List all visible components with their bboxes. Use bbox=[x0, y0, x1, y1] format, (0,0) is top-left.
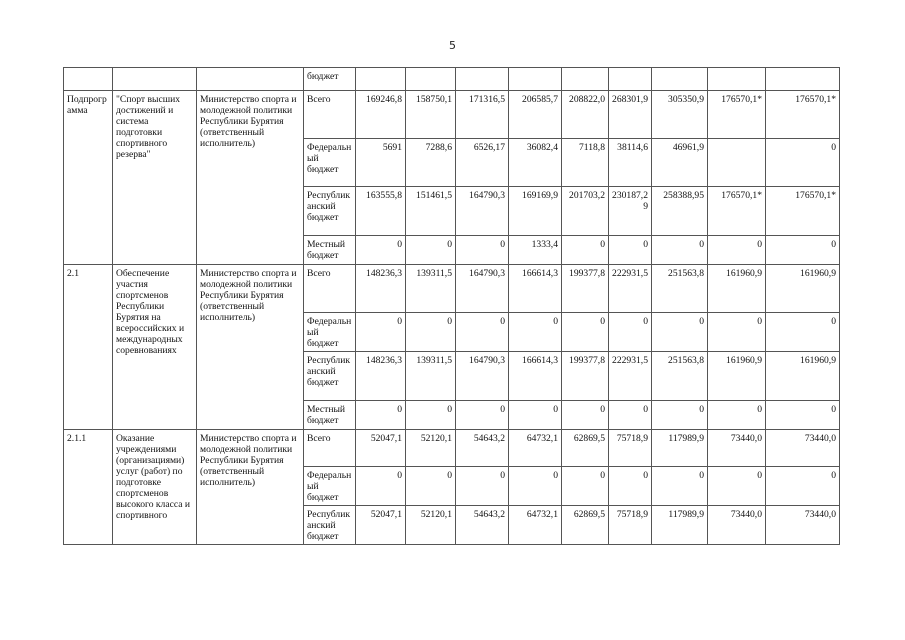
program-code-cell: Подпрограмма bbox=[64, 91, 113, 265]
value-cell bbox=[708, 139, 766, 187]
value-cell: 52047,1 bbox=[356, 506, 406, 545]
value-cell: 0 bbox=[562, 467, 609, 506]
value-cell: 166614,3 bbox=[509, 265, 562, 313]
value-cell: 199377,8 bbox=[562, 352, 609, 401]
value-cell: 148236,3 bbox=[356, 265, 406, 313]
value-cell: 176570,1* bbox=[708, 91, 766, 139]
value-cell: 169169,9 bbox=[509, 187, 562, 236]
value-cell: 199377,8 bbox=[562, 265, 609, 313]
value-cell bbox=[356, 68, 406, 91]
value-cell: 0 bbox=[562, 236, 609, 265]
continuation-row bbox=[64, 68, 840, 91]
value-cell: 54643,2 bbox=[456, 506, 509, 545]
program-code-cell: 2.1.1 bbox=[64, 430, 113, 545]
funding-source-cell: Федеральный бюджет bbox=[304, 139, 356, 187]
value-cell: 268301,9 bbox=[609, 91, 652, 139]
program-name-cell: "Спорт высших достижений и система подготовки спортивного резерва" bbox=[113, 91, 197, 265]
value-cell: 64732,1 bbox=[509, 506, 562, 545]
value-cell: 5691 bbox=[356, 139, 406, 187]
value-cell: 38114,6 bbox=[609, 139, 652, 187]
table-row bbox=[64, 91, 840, 139]
table-row bbox=[64, 430, 840, 467]
value-cell: 6526,17 bbox=[456, 139, 509, 187]
value-cell: 0 bbox=[609, 467, 652, 506]
value-cell: 0 bbox=[406, 313, 456, 352]
value-cell: 0 bbox=[406, 401, 456, 430]
value-cell: 0 bbox=[356, 313, 406, 352]
value-cell: 0 bbox=[609, 401, 652, 430]
value-cell: 0 bbox=[456, 401, 509, 430]
value-cell: 230187,29 bbox=[609, 187, 652, 236]
budget-table bbox=[63, 67, 840, 545]
value-cell: 0 bbox=[562, 401, 609, 430]
value-cell: 73440,0 bbox=[766, 506, 840, 545]
page-number: 5 bbox=[449, 39, 456, 52]
value-cell: 73440,0 bbox=[766, 430, 840, 467]
funding-source-cell: Федеральный бюджет bbox=[304, 467, 356, 506]
value-cell: 251563,8 bbox=[652, 352, 708, 401]
executor-cell: Министерство спорта и молодежной политики Республики Бурятия (ответственный исполнитель) bbox=[197, 265, 304, 430]
value-cell: 0 bbox=[609, 236, 652, 265]
value-cell: 161960,9 bbox=[766, 352, 840, 401]
value-cell: 161960,9 bbox=[766, 265, 840, 313]
value-cell: 0 bbox=[509, 401, 562, 430]
executor-cell bbox=[197, 68, 304, 91]
value-cell: 251563,8 bbox=[652, 265, 708, 313]
funding-source-cell: Местный бюджет bbox=[304, 401, 356, 430]
value-cell: 169246,8 bbox=[356, 91, 406, 139]
value-cell: 0 bbox=[406, 467, 456, 506]
value-cell: 0 bbox=[766, 401, 840, 430]
value-cell: 73440,0 bbox=[708, 430, 766, 467]
executor-cell: Министерство спорта и молодежной политики Республики Бурятия (ответственный исполнитель) bbox=[197, 430, 304, 545]
value-cell: 117989,9 bbox=[652, 430, 708, 467]
value-cell: 62869,5 bbox=[562, 506, 609, 545]
value-cell bbox=[509, 68, 562, 91]
value-cell: 54643,2 bbox=[456, 430, 509, 467]
funding-source-cell: бюджет bbox=[304, 68, 356, 91]
value-cell: 208822,0 bbox=[562, 91, 609, 139]
value-cell bbox=[406, 68, 456, 91]
value-cell: 0 bbox=[356, 401, 406, 430]
funding-source-cell: Республиканский бюджет bbox=[304, 352, 356, 401]
value-cell: 222931,5 bbox=[609, 352, 652, 401]
value-cell: 164790,3 bbox=[456, 352, 509, 401]
value-cell bbox=[766, 68, 840, 91]
value-cell: 0 bbox=[652, 467, 708, 506]
value-cell: 148236,3 bbox=[356, 352, 406, 401]
value-cell: 0 bbox=[766, 236, 840, 265]
value-cell: 0 bbox=[509, 313, 562, 352]
value-cell: 0 bbox=[652, 313, 708, 352]
value-cell: 52047,1 bbox=[356, 430, 406, 467]
value-cell: 0 bbox=[356, 236, 406, 265]
value-cell: 75718,9 bbox=[609, 430, 652, 467]
value-cell: 171316,5 bbox=[456, 91, 509, 139]
value-cell: 7118,8 bbox=[562, 139, 609, 187]
name-cell bbox=[113, 68, 197, 91]
value-cell: 7288,6 bbox=[406, 139, 456, 187]
value-cell: 0 bbox=[509, 467, 562, 506]
value-cell: 0 bbox=[766, 313, 840, 352]
value-cell: 75718,9 bbox=[609, 506, 652, 545]
value-cell: 163555,8 bbox=[356, 187, 406, 236]
value-cell: 62869,5 bbox=[562, 430, 609, 467]
value-cell bbox=[456, 68, 509, 91]
value-cell bbox=[652, 68, 708, 91]
value-cell: 161960,9 bbox=[708, 265, 766, 313]
value-cell: 0 bbox=[456, 313, 509, 352]
value-cell: 73440,0 bbox=[708, 506, 766, 545]
value-cell: 52120,1 bbox=[406, 430, 456, 467]
value-cell: 64732,1 bbox=[509, 430, 562, 467]
funding-source-cell: Республиканский бюджет bbox=[304, 506, 356, 545]
value-cell: 201703,2 bbox=[562, 187, 609, 236]
value-cell: 164790,3 bbox=[456, 265, 509, 313]
value-cell: 151461,5 bbox=[406, 187, 456, 236]
value-cell: 158750,1 bbox=[406, 91, 456, 139]
executor-cell: Министерство спорта и молодежной политики Республики Бурятия (ответственный исполнитель) bbox=[197, 91, 304, 265]
value-cell: 36082,4 bbox=[509, 139, 562, 187]
code-cell bbox=[64, 68, 113, 91]
value-cell: 0 bbox=[652, 236, 708, 265]
value-cell: 46961,9 bbox=[652, 139, 708, 187]
program-code-cell: 2.1 bbox=[64, 265, 113, 430]
value-cell: 206585,7 bbox=[509, 91, 562, 139]
value-cell: 0 bbox=[708, 313, 766, 352]
value-cell: 117989,9 bbox=[652, 506, 708, 545]
value-cell: 0 bbox=[708, 467, 766, 506]
value-cell: 258388,95 bbox=[652, 187, 708, 236]
funding-source-cell: Федеральный бюджет bbox=[304, 313, 356, 352]
value-cell: 0 bbox=[652, 401, 708, 430]
value-cell: 0 bbox=[708, 236, 766, 265]
value-cell: 139311,5 bbox=[406, 265, 456, 313]
value-cell bbox=[609, 68, 652, 91]
funding-source-cell: Республиканский бюджет bbox=[304, 187, 356, 236]
value-cell: 0 bbox=[766, 467, 840, 506]
funding-source-cell: Всего bbox=[304, 430, 356, 467]
value-cell: 164790,3 bbox=[456, 187, 509, 236]
value-cell: 0 bbox=[356, 467, 406, 506]
value-cell: 161960,9 bbox=[708, 352, 766, 401]
value-cell: 1333,4 bbox=[509, 236, 562, 265]
table-row bbox=[64, 265, 840, 313]
value-cell: 222931,5 bbox=[609, 265, 652, 313]
value-cell: 0 bbox=[456, 236, 509, 265]
funding-source-cell: Местный бюджет bbox=[304, 236, 356, 265]
value-cell: 52120,1 bbox=[406, 506, 456, 545]
value-cell: 166614,3 bbox=[509, 352, 562, 401]
value-cell: 0 bbox=[456, 467, 509, 506]
value-cell: 139311,5 bbox=[406, 352, 456, 401]
funding-source-cell: Всего bbox=[304, 265, 356, 313]
value-cell bbox=[708, 68, 766, 91]
funding-source-cell: Всего bbox=[304, 91, 356, 139]
value-cell: 0 bbox=[406, 236, 456, 265]
value-cell: 0 bbox=[562, 313, 609, 352]
value-cell: 0 bbox=[708, 401, 766, 430]
value-cell: 176570,1* bbox=[766, 187, 840, 236]
value-cell bbox=[562, 68, 609, 91]
value-cell: 305350,9 bbox=[652, 91, 708, 139]
program-name-cell: Обеспечение участия спортсменов Республики Бурятия на всероссийских и международных соревнованиях bbox=[113, 265, 197, 430]
value-cell: 0 bbox=[766, 139, 840, 187]
value-cell: 176570,1* bbox=[708, 187, 766, 236]
value-cell: 0 bbox=[609, 313, 652, 352]
value-cell: 176570,1* bbox=[766, 91, 840, 139]
program-name-cell: Оказание учреждениями (организациями) услуг (работ) по подготовке спортсменов высокого класса и спортивного bbox=[113, 430, 197, 545]
